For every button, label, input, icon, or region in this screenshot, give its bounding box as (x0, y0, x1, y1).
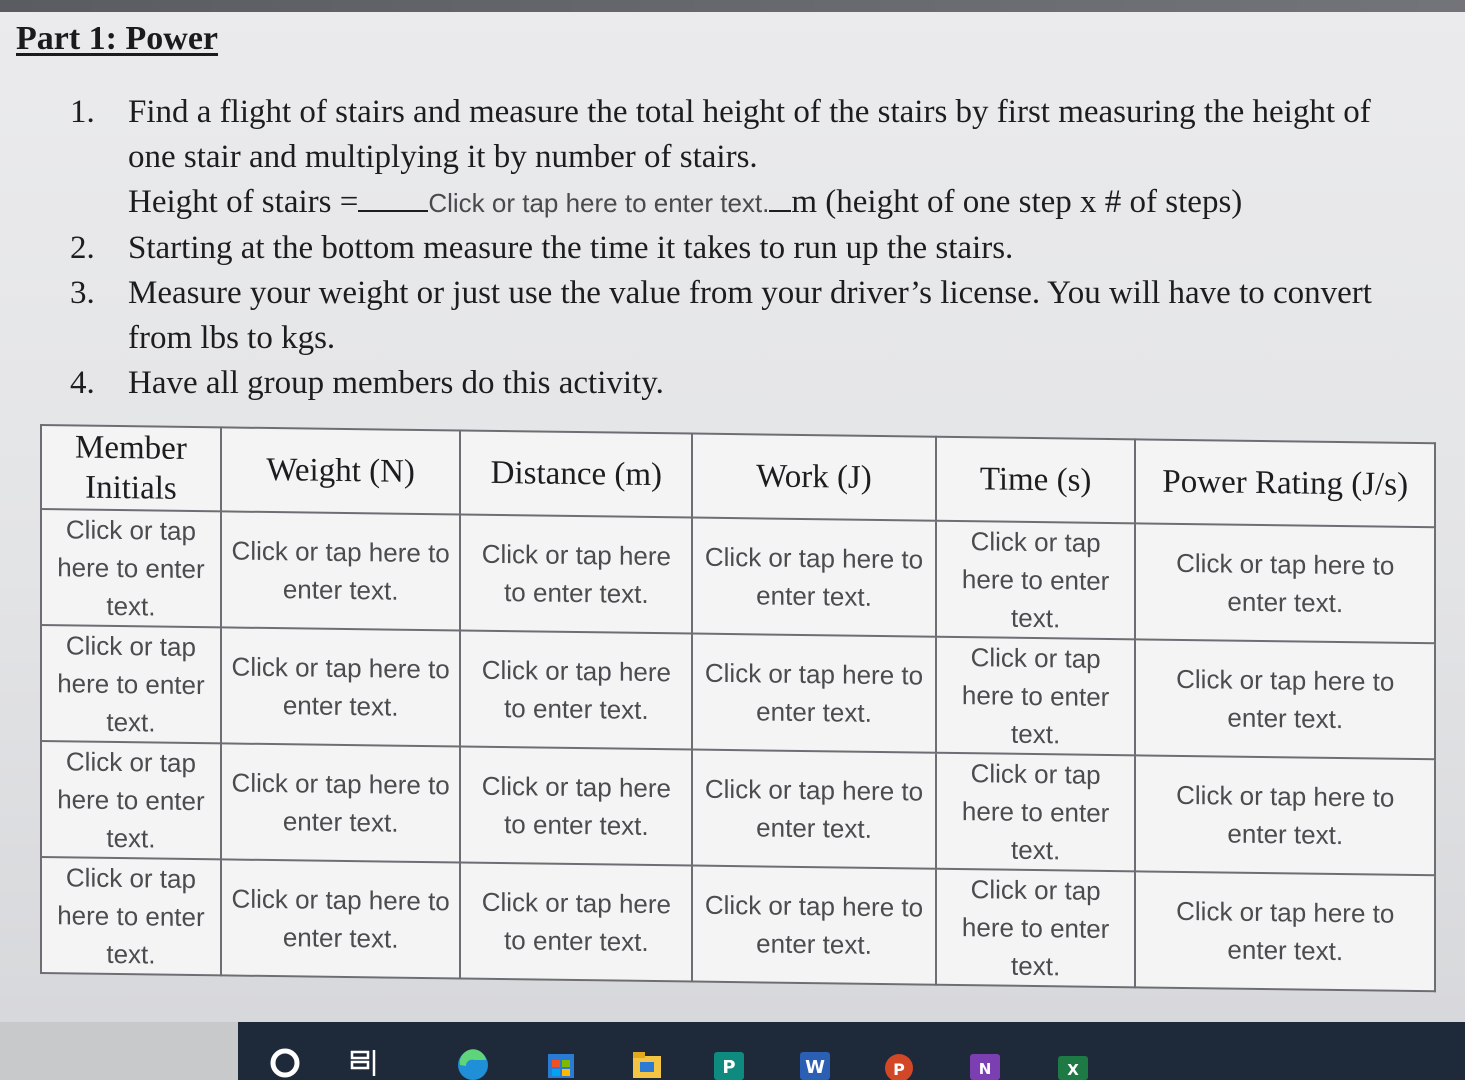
publisher-icon[interactable] (712, 1046, 746, 1080)
blank-line (358, 182, 428, 212)
step-number: 1. (70, 94, 95, 130)
header-power-rating: Power Rating (J/s) (1135, 439, 1435, 527)
step-4 (70, 361, 1410, 406)
power-rating-field[interactable]: Click or tap here to enter text. (1135, 523, 1435, 643)
file-explorer-icon[interactable] (630, 1046, 664, 1080)
time-field[interactable]: Click or tap here to enter text. (936, 869, 1136, 988)
member-initials-field[interactable]: Click or tap here to enter text. (41, 509, 221, 627)
svg-text:X: X (1067, 1061, 1079, 1079)
height-suffix: m (height of one step x # of steps) (791, 184, 1243, 220)
height-of-stairs-field[interactable]: Click or tap here to enter text. (428, 188, 770, 218)
table-row (41, 741, 1435, 875)
power-data-table (40, 424, 1436, 992)
edge-icon[interactable] (456, 1046, 490, 1080)
header-work: Work (J) (692, 434, 936, 521)
power-rating-field[interactable]: Click or tap here to enter text. (1135, 639, 1435, 759)
instruction-list (70, 90, 1410, 406)
task-view-icon[interactable] (348, 1046, 382, 1080)
distance-field[interactable]: Click or tap here to enter text. (460, 863, 692, 982)
svg-text:P: P (893, 1060, 905, 1079)
table-row (41, 857, 1435, 991)
time-field[interactable]: Click or tap here to enter text. (936, 637, 1136, 756)
step-number: 2. (70, 230, 95, 266)
member-initials-field[interactable]: Click or tap here to enter text. (41, 857, 221, 975)
work-field[interactable]: Click or tap here to enter text. (692, 750, 936, 869)
weight-field[interactable]: Click or tap here to enter text. (221, 859, 461, 978)
time-field[interactable]: Click or tap here to enter text. (936, 521, 1136, 640)
table-row (41, 509, 1435, 643)
weight-field[interactable]: Click or tap here to enter text. (221, 511, 461, 630)
cortana-circle-icon[interactable] (268, 1046, 302, 1080)
work-field[interactable]: Click or tap here to enter text. (692, 518, 936, 637)
svg-text:W: W (805, 1057, 825, 1078)
power-rating-field[interactable]: Click or tap here to enter text. (1135, 871, 1435, 991)
taskbar (0, 1022, 1465, 1080)
blank-line (769, 182, 791, 212)
onenote-icon[interactable] (968, 1046, 1002, 1080)
svg-text:P: P (722, 1057, 736, 1078)
time-field[interactable]: Click or tap here to enter text. (936, 753, 1136, 872)
step-2 (70, 226, 1410, 271)
step-3 (70, 271, 1410, 361)
weight-field[interactable]: Click or tap here to enter text. (221, 743, 461, 862)
taskbar-bar (238, 1022, 1465, 1080)
work-field[interactable]: Click or tap here to enter text. (692, 634, 936, 753)
header-member-initials: Member Initials (41, 425, 221, 511)
header-distance: Distance (m) (460, 431, 692, 518)
table-row (41, 625, 1435, 759)
word-icon[interactable] (798, 1046, 832, 1080)
distance-field[interactable]: Click or tap here to enter text. (460, 515, 692, 634)
work-field[interactable]: Click or tap here to enter text. (692, 866, 936, 985)
power-rating-field[interactable]: Click or tap here to enter text. (1135, 755, 1435, 875)
header-weight: Weight (N) (221, 427, 461, 514)
step-text: Find a flight of stairs and measure the total height of the stairs by first measuring the height of one stair and multiplying it by number of stairs. (128, 94, 1371, 175)
distance-field[interactable]: Click or tap here to enter text. (460, 631, 692, 750)
part-title: Part 1: Power (16, 20, 219, 57)
powerpoint-icon[interactable] (882, 1046, 916, 1080)
step-text: Starting at the bottom measure the time it takes to run up the stairs. (128, 230, 1014, 266)
window-top-strip (0, 0, 1465, 12)
step-number: 3. (70, 275, 95, 311)
height-label: Height of stairs = (128, 184, 359, 220)
document-page (0, 12, 1465, 1022)
member-initials-field[interactable]: Click or tap here to enter text. (41, 625, 221, 743)
weight-field[interactable]: Click or tap here to enter text. (221, 627, 461, 746)
svg-text:N: N (978, 1060, 992, 1078)
excel-icon[interactable] (1056, 1046, 1090, 1080)
step-text: Measure your weight or just use the value from your driver’s license. You will have to convert from lbs to kgs. (128, 275, 1372, 356)
header-time: Time (s) (936, 437, 1136, 524)
step-text: Have all group members do this activity. (128, 365, 664, 401)
member-initials-field[interactable]: Click or tap here to enter text. (41, 741, 221, 859)
distance-field[interactable]: Click or tap here to enter text. (460, 747, 692, 866)
step-number: 4. (70, 365, 95, 401)
store-icon[interactable] (544, 1046, 578, 1080)
step-1 (70, 90, 1410, 226)
